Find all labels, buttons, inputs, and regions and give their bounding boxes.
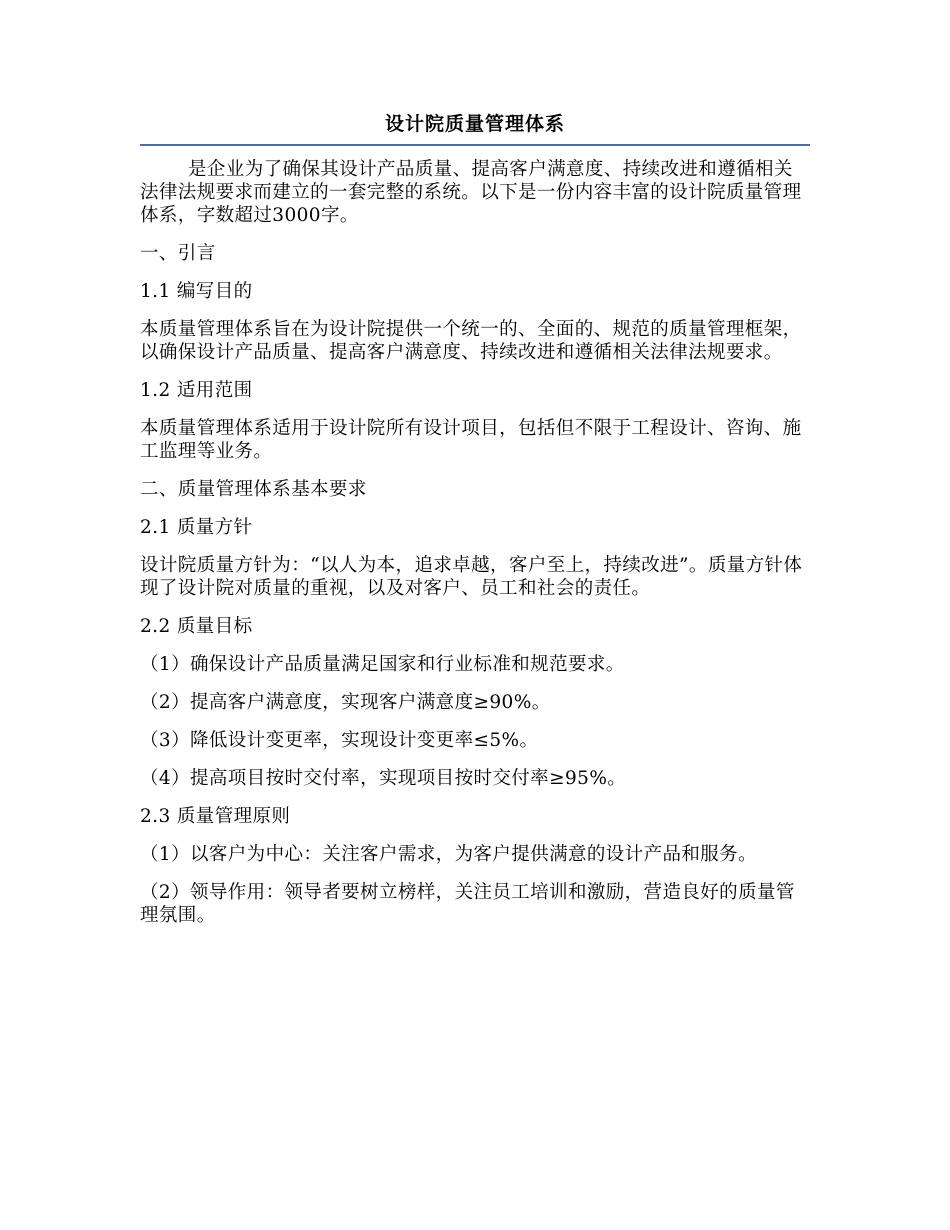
body-paragraph: 设计院质量方针为：“以人为本，追求卓越，客户至上，持续改进”。质量方针体现了设计院对质量的重视，以及对客户、员工和社会的责任。 — [140, 555, 803, 599]
list-item: （2）领导作用：领导者要树立榜样，关注员工培训和激励，营造良好的质量管理氛围。 — [140, 882, 795, 926]
list-item: （2）提高客户满意度，实现客户满意度≥90%。 — [140, 692, 551, 713]
subsection-heading: 1.1 编写目的 — [140, 281, 253, 302]
document-title: 设计院质量管理体系 — [384, 113, 565, 135]
list-item: （1）确保设计产品质量满足国家和行业标准和规范要求。 — [140, 654, 625, 675]
subsection-heading: 2.1 质量方针 — [140, 517, 253, 538]
section-heading: 一、引言 — [140, 243, 216, 264]
body-paragraph: 本质量管理体系适用于设计院所有设计项目，包括但不限于工程设计、咨询、施工监理等业务。 — [140, 418, 802, 462]
body-paragraph: 本质量管理体系旨在为设计院提供一个统一的、全面的、规范的质量管理框架，以确保设计产品质量、提高客户满意度、持续改进和遵循相关法律法规要求。 — [140, 319, 802, 363]
list-item: （3）降低设计变更率，实现设计变更率≤5%。 — [140, 730, 539, 751]
title-block — [140, 112, 810, 146]
section-heading: 二、质量管理体系基本要求 — [140, 479, 367, 500]
subsection-heading: 1.2 适用范围 — [140, 380, 253, 401]
document-body — [140, 158, 810, 942]
subsection-heading: 2.3 质量管理原则 — [140, 806, 291, 827]
list-item: （4）提高项目按时交付率，实现项目按时交付率≥95%。 — [140, 768, 627, 789]
subsection-heading: 2.2 质量目标 — [140, 616, 253, 637]
list-item: （1）以客户为中心：关注客户需求，为客户提供满意的设计产品和服务。 — [140, 844, 757, 865]
intro-paragraph: 是企业为了确保其设计产品质量、提高客户满意度、持续改进和遵循相关法律法规要求而建立的一套完整的系统。以下是一份内容丰富的设计院质量管理体系，字数超过3000字。 — [140, 159, 802, 226]
